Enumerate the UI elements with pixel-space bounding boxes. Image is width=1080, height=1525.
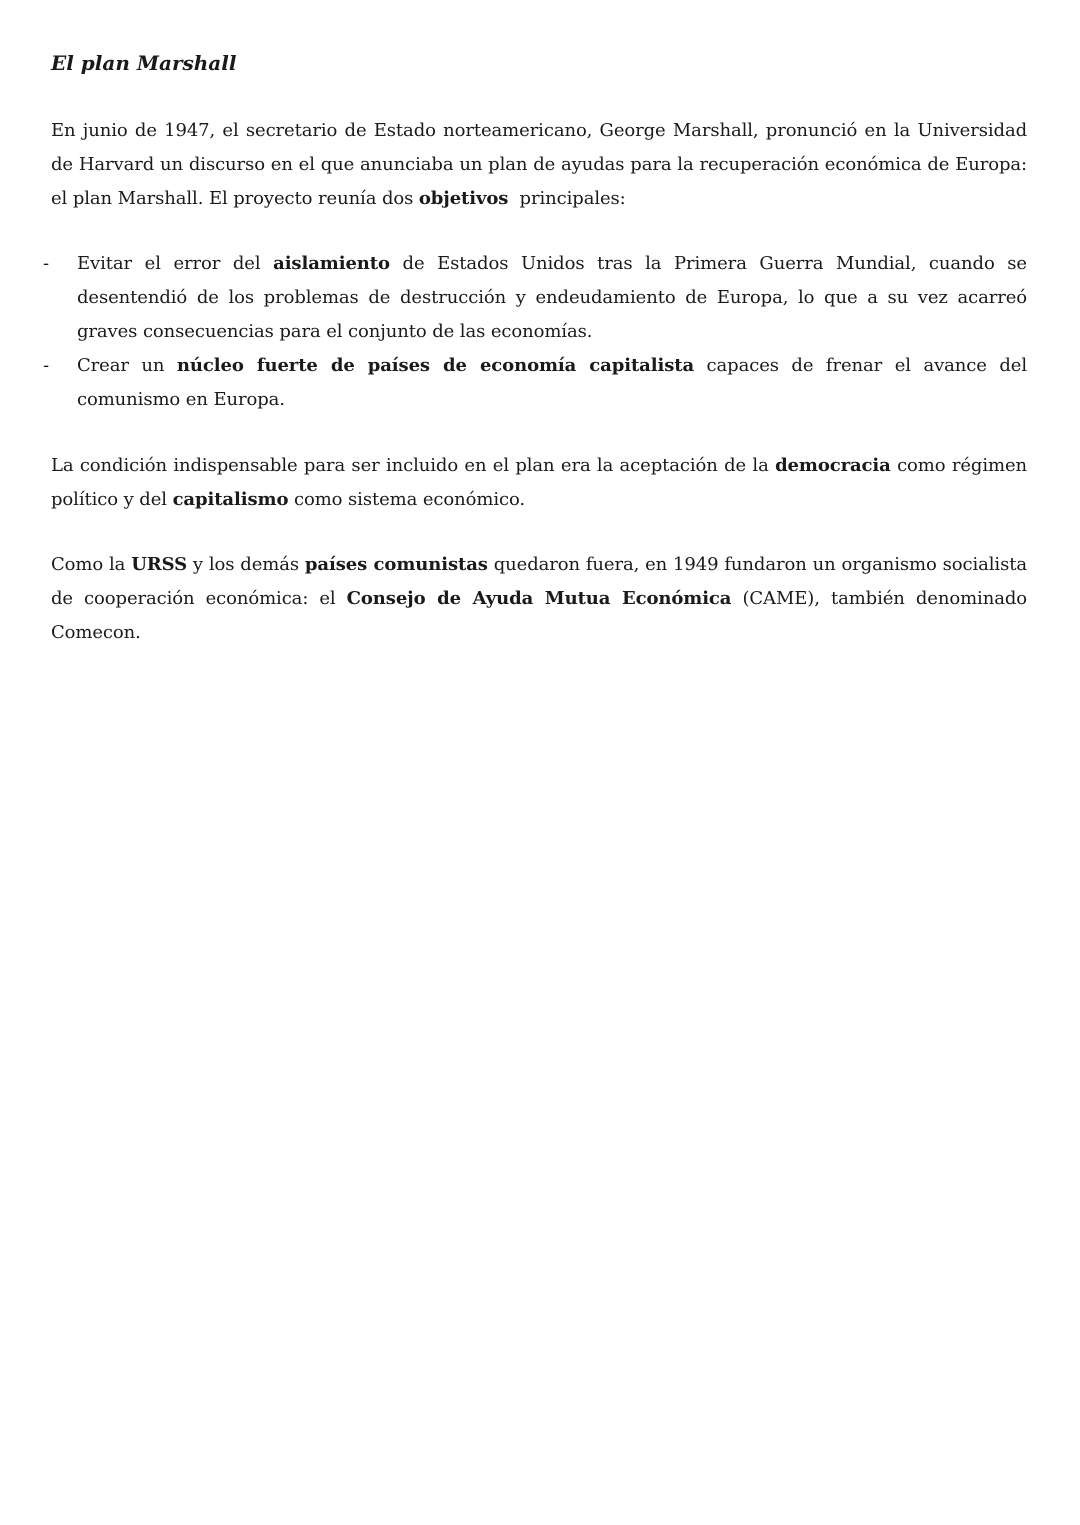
condition-text-1: La condición indispensable para ser incluido en el plan era la aceptación de la xyxy=(51,455,776,476)
comecon-bold-consejo: Consejo de Ayuda Mutua Económica xyxy=(346,588,732,609)
comecon-text-2: y los demás xyxy=(187,554,305,575)
condition-bold-capitalismo: capitalismo xyxy=(172,489,289,510)
comecon-text-1: Como la xyxy=(51,554,132,575)
document-title: El plan Marshall xyxy=(51,51,237,75)
intro-text-1: En junio de 1947, el secretario de Estado norteamericano, George Marshall, pronunció en la Universidad de Harvard un discurso en el que anunciaba un plan de ayudas para la recuperación económica de Europa: el plan Marshall. El proyecto reunía dos xyxy=(51,120,1027,209)
intro-text-2: principales: xyxy=(508,188,626,209)
objective-2-text-1: Crear un xyxy=(77,355,177,376)
condition-bold-democracia: democracia xyxy=(775,455,891,476)
list-bullet: - xyxy=(43,253,49,274)
objective-1-text-1: Evitar el error del xyxy=(77,253,274,274)
list-item xyxy=(43,349,1027,417)
objective-2-text-2: capaces de frenar el avance del comunismo en Europa. xyxy=(77,355,1027,410)
list-bullet: - xyxy=(43,355,49,376)
intro-paragraph xyxy=(51,114,1027,216)
objective-2-bold: núcleo fuerte de países de economía capitalista xyxy=(176,355,695,376)
condition-text-3: como sistema económico. xyxy=(288,489,526,510)
objectives-list xyxy=(43,247,1027,417)
comecon-text-4: (CAME), también denominado Comecon. xyxy=(51,588,1027,643)
comecon-bold-urss: URSS xyxy=(131,554,188,575)
intro-bold-objectives: objetivos xyxy=(418,188,509,209)
list-item xyxy=(43,247,1027,349)
objective-1-bold: aislamiento xyxy=(273,253,390,274)
objective-1-text-2: de Estados Unidos tras la Primera Guerra Mundial, cuando se desentendió de los problemas de destrucción y endeudamiento de Europa, lo que a su vez acarreó graves consecuencias para el conjunto de las economías. xyxy=(77,253,1027,342)
condition-paragraph xyxy=(51,449,1027,517)
comecon-text-3: quedaron fuera, en 1949 fundaron un organismo socialista de cooperación económica: el xyxy=(51,554,1027,609)
comecon-bold-paises: países comunistas xyxy=(304,554,488,575)
comecon-paragraph xyxy=(51,548,1027,650)
condition-text-2: como régimen político y del xyxy=(51,455,1027,510)
